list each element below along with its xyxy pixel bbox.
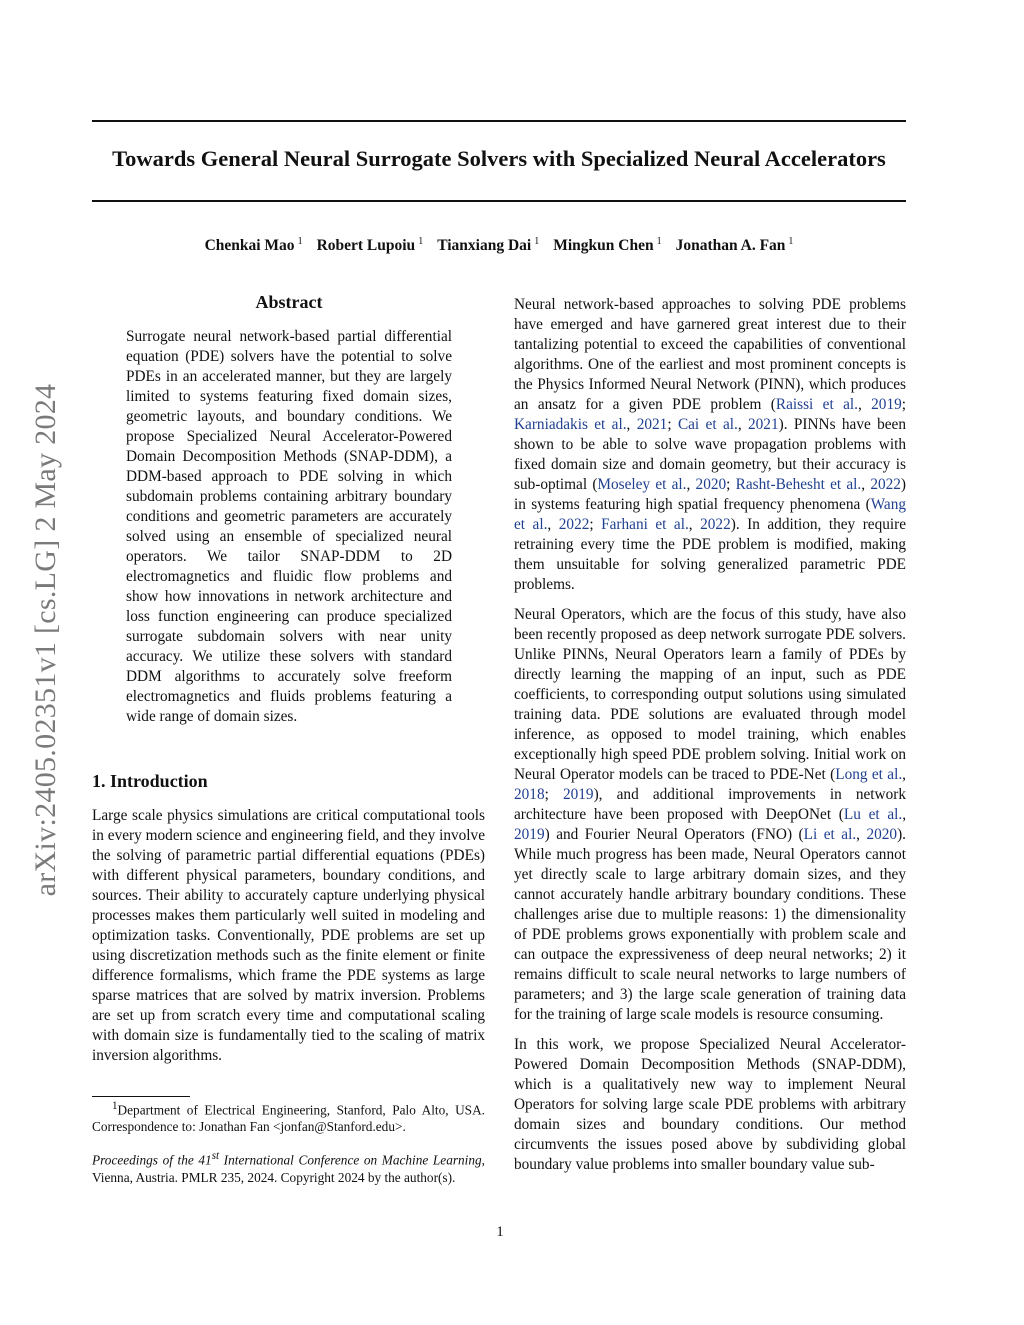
- page-number: 1: [496, 1224, 504, 1240]
- paragraph: Neural network-based approaches to solving PDE problems have emerged and have garnered great interest due to their tantalizing potential to exceed the capabilities of conventional algorithms. One of the earliest and most prominent concepts is the Physics Informed Neural Network (PINN), which produces an ansatz for a given PDE problem (Raissi et al., 2019; Karniadakis et al., 2021; Cai et al., 2021). PINNs have been shown to be able to solve wave propagation problems with fixed domain size and domain geometry, but their accuracy is sub-optimal (Moseley et al., 2020; Rasht-Behesht et al., 2022) in systems featuring high spatial frequency phenomena (Wang et al., 2022; Farhani et al., 2022). In addition, they require retraining every time the PDE problem is modified, making them unsuitable for solving generalized parametric PDE problems.: [514, 296, 907, 593]
- author-list: [92, 236, 906, 255]
- author: Jonathan A. Fan $^1$: [675, 236, 794, 255]
- citation-link[interactable]: Lu et al.: [843, 806, 903, 823]
- title-bottom-rule: [92, 200, 906, 202]
- citation-link[interactable]: Wang et al.: [514, 496, 906, 533]
- affiliation-footnote: $^1$Department of Electrical Engineering, Stanford, Palo Alto, USA. Correspondence to: Jonathan Fan <jonfan@Stanford.edu>.: [92, 1100, 485, 1135]
- citation-link[interactable]: 2022: [870, 476, 901, 493]
- citation-link[interactable]: 2020: [866, 826, 898, 843]
- citation-link[interactable]: 2018: [514, 786, 545, 803]
- author: Mingkun Chen $^1$: [553, 236, 662, 255]
- citation-link[interactable]: 2021: [636, 416, 668, 433]
- author: Tianxiang Dai $^1$: [437, 236, 540, 255]
- citation-link[interactable]: Cai et al.: [677, 416, 738, 433]
- abstract-heading: Abstract: [255, 292, 323, 312]
- citation-link[interactable]: Moseley et al.: [597, 476, 687, 493]
- top-rule: [92, 120, 906, 122]
- introduction-body: [92, 806, 485, 1076]
- author: Robert Lupoiu $^1$: [316, 236, 424, 255]
- paper-title: Towards General Neural Surrogate Solvers with Specialized Neural Accelerators: [112, 146, 886, 171]
- citation-link[interactable]: Farhani et al.: [601, 516, 689, 533]
- abstract-body: [126, 327, 452, 737]
- citation-link[interactable]: 2020: [695, 476, 727, 493]
- citation-link[interactable]: 2021: [748, 416, 779, 433]
- proceedings-note: Proceedings of the 41st International Conference on Machine Learning, Vienna, Austria. PMLR 235, 2024. Copyright 2024 by the author(s).: [92, 1150, 485, 1185]
- citation-link[interactable]: 2019: [514, 826, 545, 843]
- arxiv-identifier: arXiv:2405.02351v1 [cs.LG] 2 May 2024: [29, 383, 62, 897]
- paragraph: Large scale physics simulations are critical computational tools in every modern science and engineering field, and they involve the solving of parametric partial differential equations (PDEs) with different physical parameters, boundary conditions, and sources. Their ability to accurately capture underlying physical processes makes them particularly well suited in modeling and optimization tasks. Conventionally, PDE problems are set up using discretization methods such as the finite element or finite difference formalisms, which frame the PDE systems as large sparse matrices that are solved by matrix inversion. Problems are set up from scratch every time and computational scaling with domain size is fundamentally tied to the scaling of matrix inversion algorithms.: [92, 807, 485, 1064]
- right-column-body: [514, 295, 906, 1185]
- author: Chenkai Mao $^1$: [204, 236, 303, 255]
- citation-link[interactable]: Raissi et al.: [775, 396, 858, 413]
- footnotes: [92, 1098, 485, 1199]
- introduction-heading: 1. Introduction: [92, 771, 208, 791]
- paragraph: In this work, we propose Specialized Neural Accelerator-Powered Domain Decomposition Methods (SNAP-DDM), which is a qualitatively new way to implement Neural Operators for solving large scale PDE problems with arbitrary domain sizes and boundary conditions. Our method circumvents the issues posed above by subdividing global boundary value problems into smaller boundary value sub-: [514, 1036, 906, 1173]
- citation-link[interactable]: 2022: [558, 516, 590, 533]
- citation-link[interactable]: Rasht-Behesht et al.: [735, 476, 862, 493]
- citation-link[interactable]: 2022: [700, 516, 731, 533]
- footnote-rule: [92, 1096, 190, 1097]
- citation-link[interactable]: 2019: [871, 396, 902, 413]
- citation-link[interactable]: Karniadakis et al.: [514, 416, 627, 433]
- citation-link[interactable]: 2019: [562, 786, 594, 803]
- citation-link[interactable]: Li et al.: [803, 826, 857, 843]
- citation-link[interactable]: Long et al.: [835, 766, 903, 783]
- paragraph: Surrogate neural network-based partial differential equation (PDE) solvers have the potential to solve PDEs in an accelerated manner, but they are largely limited to systems featuring fixed domain sizes, geometric layouts, and boundary conditions. We propose Specialized Neural Accelerator-Powered Domain Decomposition Methods (SNAP-DDM), a DDM-based approach to PDE solving in which subdomain problems containing arbitrary boundary conditions and geometric parameters are accurately solved using an ensemble of specialized neural operators. We tailor SNAP-DDM to 2D electromagnetics and fluidic flow problems and show how innovations in network architecture and loss function engineering can produce specialized surrogate subdomain solvers with near unity accuracy. We utilize these solvers with standard DDM algorithms to accurately solve freeform electromagnetics and fluids problems featuring a wide range of domain sizes.: [126, 328, 452, 725]
- paragraph: Neural Operators, which are the focus of this study, have also been recently proposed as deep network surrogate PDE solvers. Unlike PINNs, Neural Operators learn a family of PDEs by directly learning the mapping of an input, such as PDE coefficients, to corresponding output solutions using simulated training data. PDE solutions are evaluated through model inference, as opposed to model training, which enables exceptionally high speed PDE problem solving. Initial work on Neural Operator models can be traced to PDE-Net (Long et al., 2018; 2019), and additional improvements in network architecture have been proposed with DeepONet (Lu et al., 2019) and Fourier Neural Operators (FNO) (Li et al., 2020). While much progress has been made, Neural Operators cannot yet directly scale to large arbitrary domain sizes, and they cannot accurately handle arbitrary boundary conditions. These challenges arise due to multiple reasons: 1) the dimensionality of PDE problems grows exponentially with problem scale and can outpace the expressiveness of deep neural networks; 2) it remains difficult to scale neural networks to large numbers of parameters; and 3) the large scale generation of training data for the training of large scale models is resource consuming.: [514, 606, 907, 1023]
